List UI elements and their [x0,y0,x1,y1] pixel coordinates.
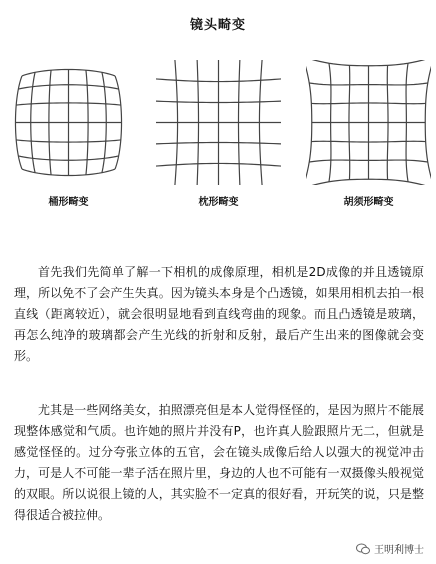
paragraph-camera-principle: 首先我们先简单了解一下相机的成像原理，相机是2D成像的并且透镜原理，所以免不了会产生失真。因为镜头本身是个凸透镜，如果用相机去拍一根直线（距离较近），就会很明显地看到直线弯曲的现象。而且凸透镜是玻璃，再怎么纯净的玻璃都会产生光线的折射和反射，最后产生出来的图像就会变形。 [14,265,424,363]
pincushion-distortion-caption: 枕形畸变 [198,197,239,208]
grid-line-horizontal [306,60,431,66]
barrel-distortion-caption: 桶形畸变 [48,197,89,208]
paragraph-internet-beauty: 尤其是一些网络美女，拍照漂亮但是本人觉得怪怪的，是因为照片不能展现整体感觉和气质。也许她的照片并没有P，也许真人脸跟照片无二，但就是感觉怪怪的。过分夸张立体的五官，会在镜头成像后给人以强大的视觉冲击力，可是人不可能一辈子活在照片里，身边的人也不可能有一双摄像头般视觉的双眼。所以说很上镜的人，其实脸不一定真的很好看，开玩笑的说，只是整得很适合被拉伸。 [14,403,424,522]
barrel-distortion-grid [6,60,131,185]
mustache-distortion-caption: 胡须形畸变 [343,197,394,208]
wechat-account-footer [356,541,424,556]
pincushion-distortion-grid [156,60,281,185]
grid-line-vertical [306,60,312,185]
mustache-distortion-grid [306,60,431,185]
grid-line-horizontal [306,179,431,185]
grid-line-vertical [425,60,431,185]
wechat-icon [356,543,370,555]
page-title: 镜头畸变 [189,18,246,33]
account-name: 王明利博士 [374,545,424,556]
